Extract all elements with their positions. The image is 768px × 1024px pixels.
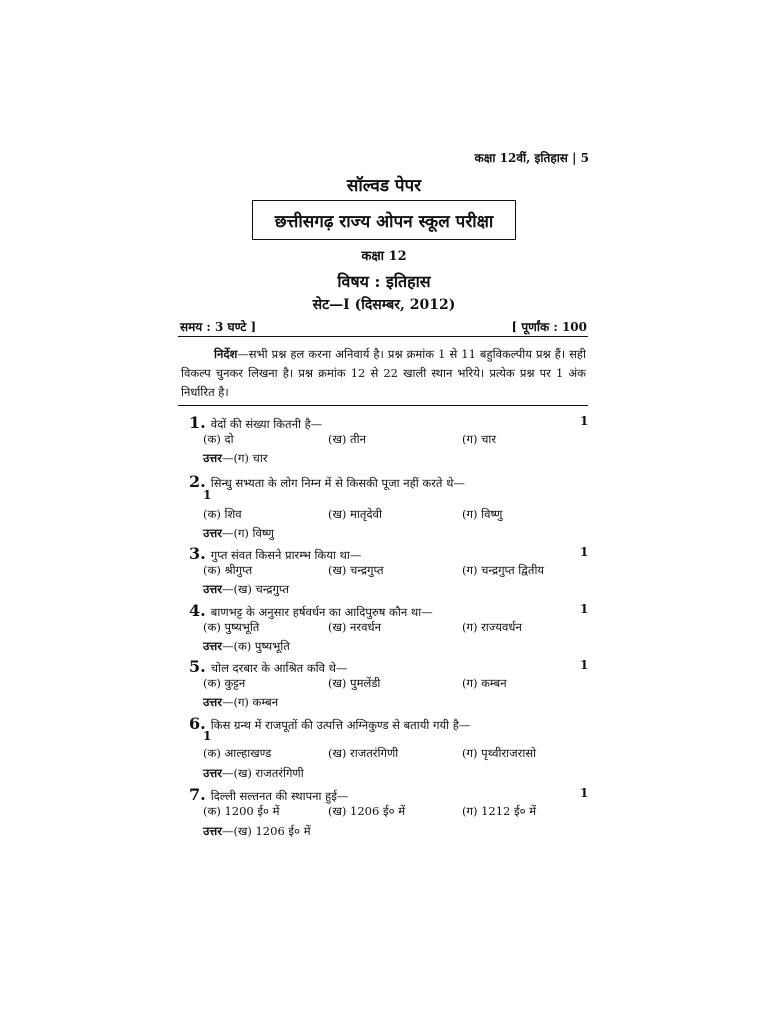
option-kha: (ख) 1206 ई० में — [328, 804, 406, 818]
instructions-rule — [178, 405, 588, 406]
answer-text: —(ग) कम्बन — [221, 695, 279, 709]
answer-text: —(ग) विष्णु — [221, 526, 274, 540]
answer-label: उत्तर — [203, 451, 222, 465]
question-number: 1. — [189, 413, 206, 432]
option-ga: (ग) विष्णु — [462, 507, 503, 521]
option-ka: (क) शिव — [203, 507, 242, 521]
question-marks: 1 — [203, 729, 212, 743]
answer — [203, 526, 274, 541]
option-ka: (क) आल्हाखण्ड — [203, 746, 272, 760]
question-2 — [189, 472, 465, 491]
question-text: वेदों की संख्या कितनी है— — [210, 417, 323, 431]
answer — [203, 451, 268, 466]
answer-text: —(ख) 1206 ई० में — [221, 824, 311, 838]
option-ga: (ग) कम्बन — [462, 676, 507, 690]
answer-label: उत्तर — [203, 639, 222, 653]
answer — [203, 639, 290, 654]
question-text: बाणभट्ट के अनुसार हर्षवर्धन का आदिपुरुष कौन था— — [210, 605, 433, 619]
time-allowed: समय : 3 घण्टे ] — [180, 320, 257, 334]
full-marks: [ पूर्णांक : 100 — [511, 320, 587, 334]
question-marks: 1 — [580, 602, 589, 616]
question-marks: 1 — [580, 658, 589, 672]
answer-text: —(ग) चार — [221, 451, 268, 465]
option-kha: (ख) मातृदेवी — [328, 507, 382, 521]
class-heading: कक्षा 12 — [361, 249, 407, 264]
question-7 — [189, 785, 348, 804]
option-ka: (क) दो — [203, 432, 234, 446]
option-ga: (ग) पृथ्वीराजरासो — [462, 746, 537, 760]
instructions — [181, 345, 586, 402]
option-ga: (ग) चन्द्रगुप्त द्वितीय — [462, 563, 545, 577]
answer — [203, 824, 311, 839]
question-number: 3. — [189, 544, 206, 563]
paper-subtitle: सॉल्वड पेपर — [346, 176, 422, 196]
question-text: चोल दरबार के आश्रित कवि थे— — [210, 661, 348, 675]
exam-title-box — [252, 200, 516, 240]
option-ga: (ग) राज्यवर्धन — [462, 620, 522, 634]
answer-text: —(ख) चन्द्रगुप्त — [221, 582, 290, 596]
answer-label: उत्तर — [203, 695, 222, 709]
question-1 — [189, 413, 322, 432]
option-kha: (ख) चन्द्रगुप्त — [328, 563, 384, 577]
question-number: 4. — [189, 601, 206, 620]
question-marks: 1 — [580, 545, 589, 559]
top-rule — [178, 336, 588, 337]
answer-label: उत्तर — [203, 526, 222, 540]
option-ka: (क) पुष्यभूति — [203, 620, 260, 634]
question-marks: 1 — [203, 488, 212, 502]
question-number: 7. — [189, 785, 206, 804]
question-marks: 1 — [580, 786, 589, 800]
question-number: 2. — [189, 472, 206, 491]
set-heading: सेट—I (दिसम्बर, 2012) — [312, 297, 456, 313]
option-kha: (ख) राजतरंगिणी — [328, 746, 399, 760]
option-kha: (ख) नरवर्धन — [328, 620, 381, 634]
question-text: सिन्धु सभ्यता के लोग निम्न में से किसकी पूजा नहीं करते थे— — [210, 476, 465, 490]
answer-text: —(क) पुष्यभूति — [221, 639, 290, 653]
option-kha: (ख) पुमलेंडी — [328, 676, 381, 690]
answer-label: उत्तर — [203, 824, 222, 838]
instructions-text: —सभी प्रश्न हल करना अनिवार्य है। प्रश्न क्रमांक 1 से 11 बहुविकल्पीय प्रश्न हैं। सही विकल्प चुनकर लिखना है। प्रश्न क्रमांक 12 से 22 खाली स्थान भरिये। प्रत्येक प्रश्न पर 1 अंक निर्धारित है। — [181, 347, 586, 399]
option-ga: (ग) चार — [462, 432, 497, 446]
option-kha: (ख) तीन — [328, 432, 366, 446]
question-text: गुप्त संवत किसने प्रारम्भ किया था— — [210, 548, 362, 562]
option-ga: (ग) 1212 ई० में — [462, 804, 537, 818]
question-number: 5. — [189, 657, 206, 676]
answer — [203, 582, 289, 597]
answer-label: उत्तर — [203, 582, 222, 596]
answer — [203, 766, 304, 781]
question-5 — [189, 657, 348, 676]
question-text: किस ग्रन्थ में राजपूतों की उत्पत्ति अग्निकुण्ड से बतायी गयी है— — [210, 718, 471, 732]
instructions-label: निर्देश — [214, 347, 238, 361]
running-head: कक्षा 12वीं, इतिहास | 5 — [474, 151, 589, 165]
option-ka: (क) श्रीगुप्त — [203, 563, 253, 577]
option-ka: (क) 1200 ई० में — [203, 804, 280, 818]
exam-title: छत्तीसगढ़ राज्य ओपन स्कूल परीक्षा — [274, 211, 494, 232]
option-ka: (क) कुट्टन — [203, 676, 246, 690]
question-number: 6. — [189, 714, 206, 733]
question-4 — [189, 601, 433, 620]
subject-heading: विषय : इतिहास — [337, 272, 431, 291]
question-text: दिल्ली सल्तनत की स्थापना हुई— — [210, 789, 349, 803]
question-6 — [189, 714, 470, 733]
answer-label: उत्तर — [203, 766, 222, 780]
question-3 — [189, 544, 361, 563]
question-marks: 1 — [580, 414, 589, 428]
answer-text: —(ख) राजतरंगिणी — [221, 766, 304, 780]
answer — [203, 695, 278, 710]
